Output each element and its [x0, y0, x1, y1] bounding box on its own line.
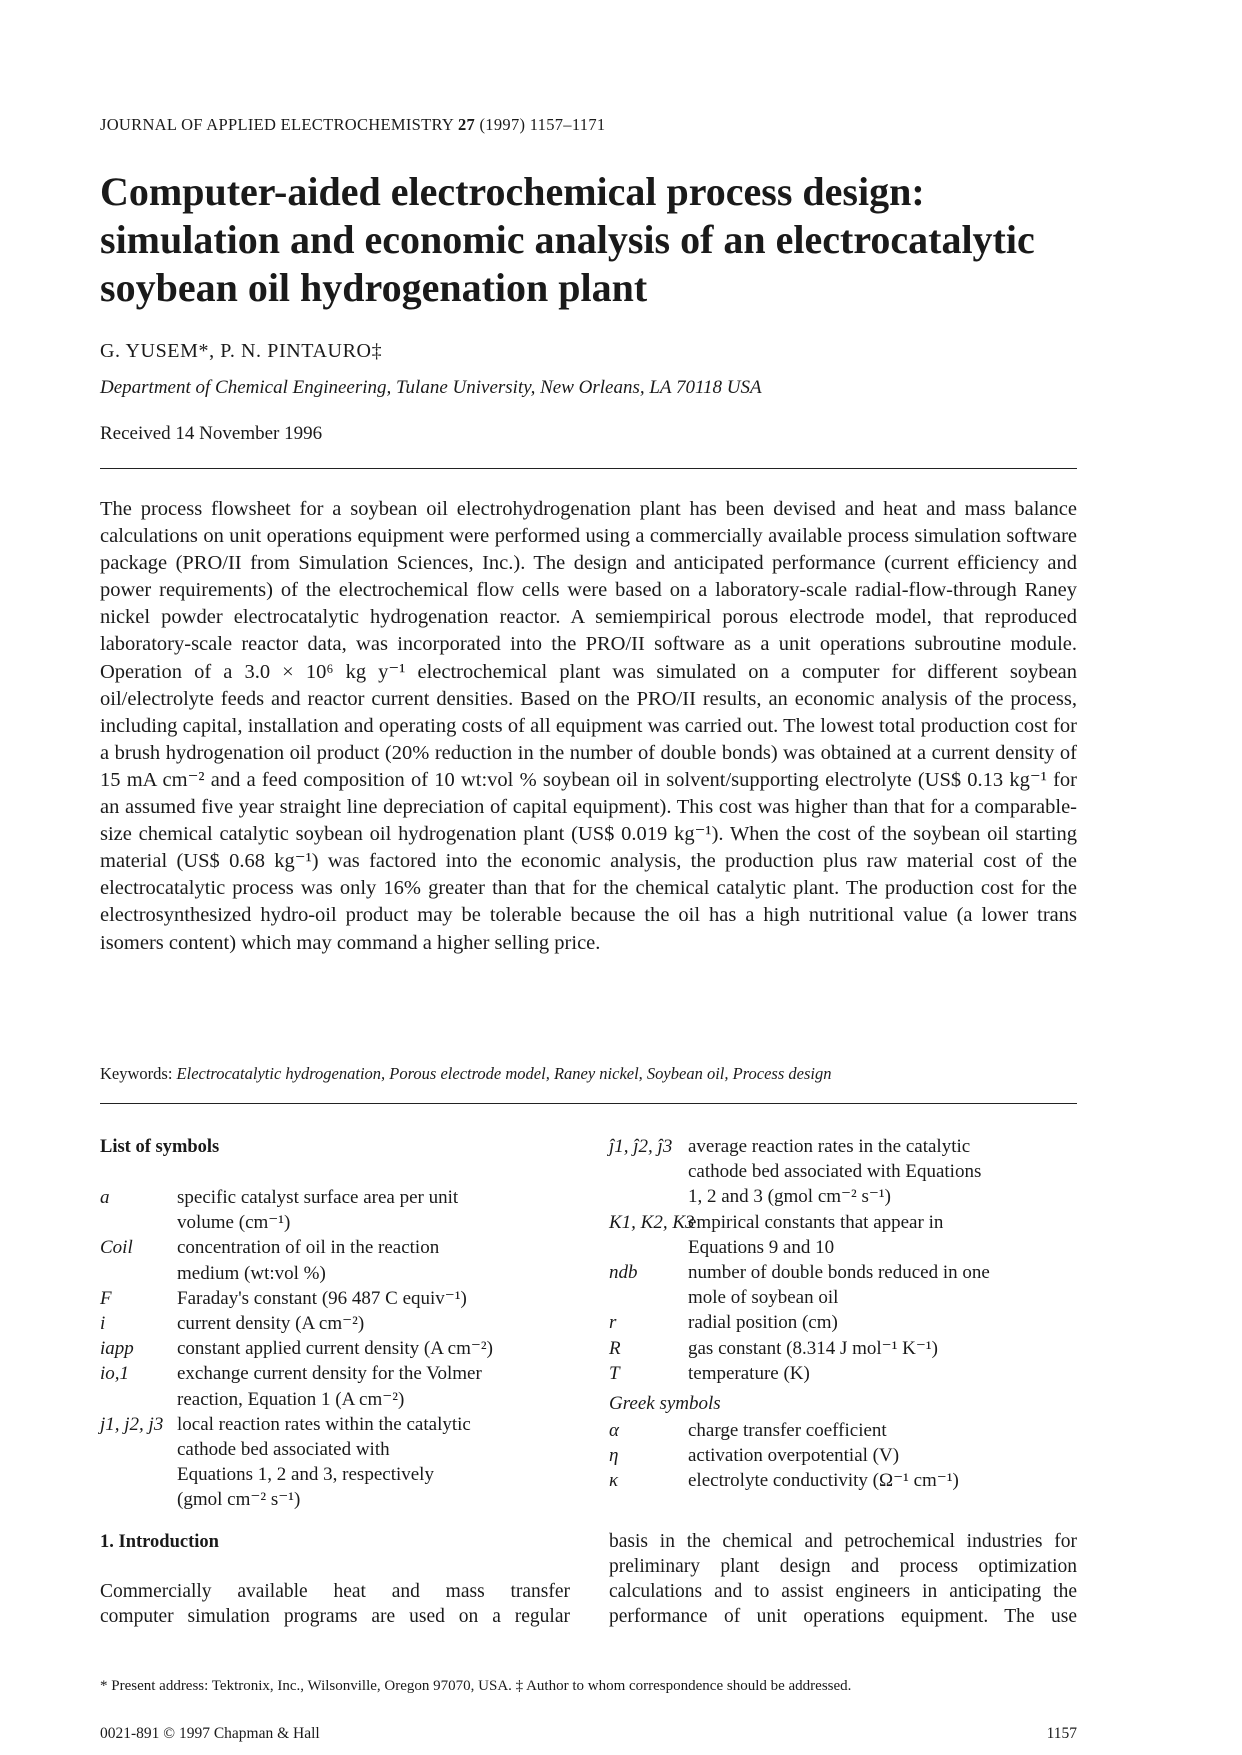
symbol-definition: Faraday's constant (96 487 C equiv⁻¹) — [177, 1287, 467, 1309]
symbol-term: η — [609, 1445, 619, 1467]
symbol-definition: number of double bonds reduced in one — [688, 1262, 990, 1283]
journal-header: JOURNAL OF APPLIED ELECTROCHEMISTRY 27 (1997) 1157–1171 — [100, 115, 606, 134]
symbol-definition: cathode bed associated with Equations — [688, 1161, 982, 1183]
intro-right-column: basis in the chemical and petrochemical industries for preliminary plant design and process optimization calculations and to assist engineers in anticipating the performance of unit operations equipment. The use — [609, 1531, 1077, 1627]
page-number: 1157 — [1046, 1725, 1077, 1742]
symbol-definition: radial position (cm) — [688, 1312, 838, 1334]
greek-symbols-heading: Greek symbols — [609, 1393, 721, 1414]
symbol-term: ndb — [609, 1262, 638, 1283]
symbol-term: io,1 — [100, 1363, 130, 1385]
symbol-definition: reaction, Equation 1 (A cm⁻²) — [177, 1388, 405, 1410]
keywords-divider — [100, 1103, 1077, 1104]
section-heading-introduction: 1. Introduction — [100, 1532, 219, 1552]
symbol-definition: medium (wt:vol %) — [177, 1262, 326, 1284]
symbol-term: R — [609, 1337, 621, 1359]
symbol-definition: activation overpotential (V) — [688, 1445, 900, 1467]
symbol-definition: Equations 9 and 10 — [688, 1236, 835, 1258]
symbol-definition: cathode bed associated with — [177, 1439, 390, 1460]
symbol-term: F — [100, 1287, 112, 1309]
symbol-term: a — [100, 1187, 110, 1208]
authors: G. YUSEM*, P. N. PINTAURO‡ — [100, 340, 383, 362]
symbol-term: K1, K2, K3 — [609, 1211, 695, 1233]
paper-page — [100, 0, 1077, 1755]
symbol-definition: (gmol cm⁻² s⁻¹) — [177, 1489, 301, 1511]
symbol-definition: specific catalyst surface area per unit — [177, 1187, 459, 1208]
symbol-definition: gas constant (8.314 J mol⁻¹ K⁻¹) — [688, 1337, 938, 1359]
symbol-definition: local reaction rates within the catalytic — [177, 1413, 471, 1435]
symbol-definition: temperature (K) — [688, 1362, 810, 1384]
symbol-term: iapp — [100, 1338, 134, 1360]
top-divider — [100, 468, 1077, 469]
symbol-term: α — [609, 1420, 619, 1441]
symbol-definition: average reaction rates in the catalytic — [688, 1136, 971, 1157]
symbol-definition: 1, 2 and 3 (gmol cm⁻² s⁻¹) — [688, 1186, 891, 1208]
symbol-term: κ — [609, 1470, 619, 1492]
footnote: * Present address: Tektronix, Inc., Wilsonville, Oregon 97070, USA. ‡ Author to whom correspondence should be addressed. — [100, 1678, 852, 1694]
intro-left-column: Commercially available heat and mass transfer computer simulation programs are used on a regular — [100, 1581, 570, 1627]
keywords: Keywords: Electrocatalytic hydrogenation, Porous electrode model, Raney nickel, Soybean oil, Process design — [100, 1064, 832, 1083]
symbol-term: Coil — [100, 1237, 133, 1259]
symbol-term: ĵ1, ĵ2, ĵ3 — [609, 1136, 673, 1157]
symbol-definition: current density (A cm⁻²) — [177, 1313, 365, 1334]
symbol-definition: volume (cm⁻¹) — [177, 1212, 291, 1234]
symbol-term: r — [609, 1312, 617, 1334]
symbol-definition: mole of soybean oil — [688, 1287, 839, 1309]
symbol-term: j1, j2, j3 — [100, 1413, 164, 1435]
affiliation: Department of Chemical Engineering, Tulane University, New Orleans, LA 70118 USA — [100, 377, 762, 398]
abstract: The process flowsheet for a soybean oil electrohydrogenation plant has been devised and heat and mass balance calculations on unit operations equipment were performed using a commercially available process simulation software package (PRO/II from Simulation Sciences, Inc.). The design and anticipated performance (current efficiency and power requirements) of the electrochemical flow cells were based on a laboratory-scale radial-flow-through Raney nickel powder electrocatalytic hydrogenation reactor. A semiempirical porous electrode model, that reproduced laboratory-scale reactor data, was incorporated into the PRO/II software as a unit operations subroutine module. Operation of a 3.0 × 10⁶ kg y⁻¹ electrochemical plant was simulated on a computer for different soybean oil/electrolyte feeds and reactor current densities. Based on the PRO/II results, an economic analysis of the process, including capital, installation and operating costs of all equipment was carried out. The lowest total production cost for a brush hydrogenation oil product (20% reduction in the number of double bonds) was obtained at a current density of 15 mA cm⁻² and a feed composition of 10 wt:vol % soybean oil in solvent/supporting electrolyte (US$ 0.13 kg⁻¹ for an assumed five year straight line depreciation of capital equipment). This cost was higher than that for a comparable-size chemical catalytic soybean oil hydrogenation plant (US$ 0.019 kg⁻¹). When the cost of the soybean oil starting material (US$ 0.68 kg⁻¹) was factored into the economic analysis, the production plus raw material cost of the electrocatalytic process was only 16% greater than that for the chemical catalytic plant. The production cost for the electrosynthesized hydro-oil product may be tolerable because the oil has a high nutritional value (a lower trans isomers content) which may command a higher selling price. — [100, 498, 1077, 954]
symbol-definition: concentration of oil in the reaction — [177, 1237, 440, 1259]
symbol-definition: electrolyte conductivity (Ω⁻¹ cm⁻¹) — [688, 1470, 959, 1492]
symbol-term: i — [100, 1313, 106, 1334]
symbols-heading: List of symbols — [100, 1137, 220, 1157]
symbol-term: T — [609, 1362, 620, 1384]
paper-title: Computer-aided electrochemical process design: simulation and economic analysis of an electrocatalytic soybean oil hydrogenation plant — [100, 169, 1035, 310]
symbol-definition: exchange current density for the Volmer — [177, 1363, 482, 1385]
symbol-definition: empirical constants that appear in — [688, 1211, 944, 1233]
symbol-definition: charge transfer coefficient — [688, 1420, 887, 1441]
symbol-definition: constant applied current density (A cm⁻²) — [177, 1338, 493, 1360]
received-date: Received 14 November 1996 — [100, 423, 323, 444]
symbol-definition: Equations 1, 2 and 3, respectively — [177, 1464, 434, 1486]
copyright-line: 0021-891 © 1997 Chapman & Hall — [100, 1725, 320, 1742]
